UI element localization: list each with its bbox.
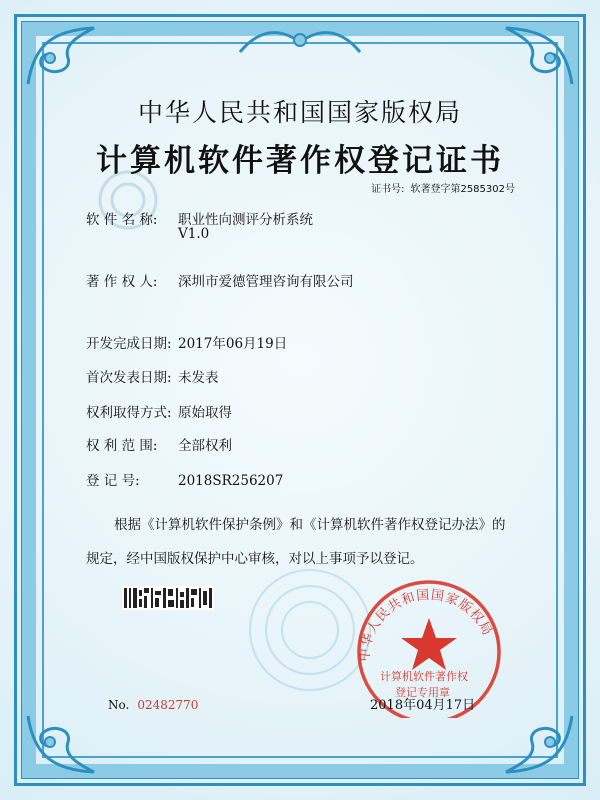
software-version: V1.0 xyxy=(178,226,210,242)
owner-row xyxy=(86,270,354,290)
rights-scope-value: 全部权利 xyxy=(178,438,232,454)
registration-row xyxy=(86,469,283,489)
dev-complete-label: 开发完成日期: xyxy=(86,336,172,352)
registration-label: 登 记 号: xyxy=(86,473,140,489)
serial-value: 02482770 xyxy=(137,698,199,712)
dev-complete-row xyxy=(86,332,287,352)
certificate-number-label: 证书号: xyxy=(371,184,405,195)
statement-line-2: 规定，经中国版权保护中心审核，对以上事项予以登记。 xyxy=(86,551,424,567)
qr-barcode-icon xyxy=(122,586,214,610)
statement-paragraph xyxy=(86,508,536,576)
corner-ornament-icon xyxy=(24,24,114,94)
software-name-row xyxy=(86,208,313,228)
owner-label: 著 作 权 人: xyxy=(86,274,158,290)
corner-ornament-icon xyxy=(486,24,576,94)
seal-text-line-1: 计算机软件著作权 xyxy=(380,670,468,683)
serial-number xyxy=(108,698,198,712)
certificate-number xyxy=(365,180,515,195)
rights-scope-row xyxy=(86,434,232,454)
rights-method-row xyxy=(86,401,232,421)
registration-value: 2018SR256207 xyxy=(178,473,284,489)
rights-method-label: 权利取得方式: xyxy=(86,405,172,421)
software-name-label: 软 件 名 称: xyxy=(86,212,158,228)
dev-complete-value: 2017年06月19日 xyxy=(178,336,288,352)
certificate-title: 计算机软件著作权登记证书 xyxy=(96,143,504,179)
serial-label: No. xyxy=(108,698,130,712)
seal-ring-text: 中华人民共和国国家版权局 xyxy=(357,587,495,662)
issuer-title: 中华人民共和国国家版权局 xyxy=(137,98,462,127)
statement-line-1: 根据《计算机软件保护条例》和《计算机软件著作权登记办法》的 xyxy=(114,517,506,533)
first-publish-row xyxy=(86,366,219,386)
first-publish-label: 首次发表日期: xyxy=(86,370,172,386)
first-publish-value: 未发表 xyxy=(178,370,219,386)
rights-method-value: 原始取得 xyxy=(178,405,232,421)
rights-scope-label: 权 利 范 围: xyxy=(86,438,158,454)
corner-ornament-icon xyxy=(24,706,114,776)
certificate-number-value: 软著登字第2585302号 xyxy=(410,184,515,195)
top-ornament-icon xyxy=(230,24,370,58)
issue-date: 2018年04月17日 xyxy=(370,698,476,713)
owner-value: 深圳市爱德管理咨询有限公司 xyxy=(178,274,354,290)
software-name-value: 职业性向测评分析系统 xyxy=(178,212,313,228)
seal-text-line-2: 登记专用章 xyxy=(395,686,450,699)
